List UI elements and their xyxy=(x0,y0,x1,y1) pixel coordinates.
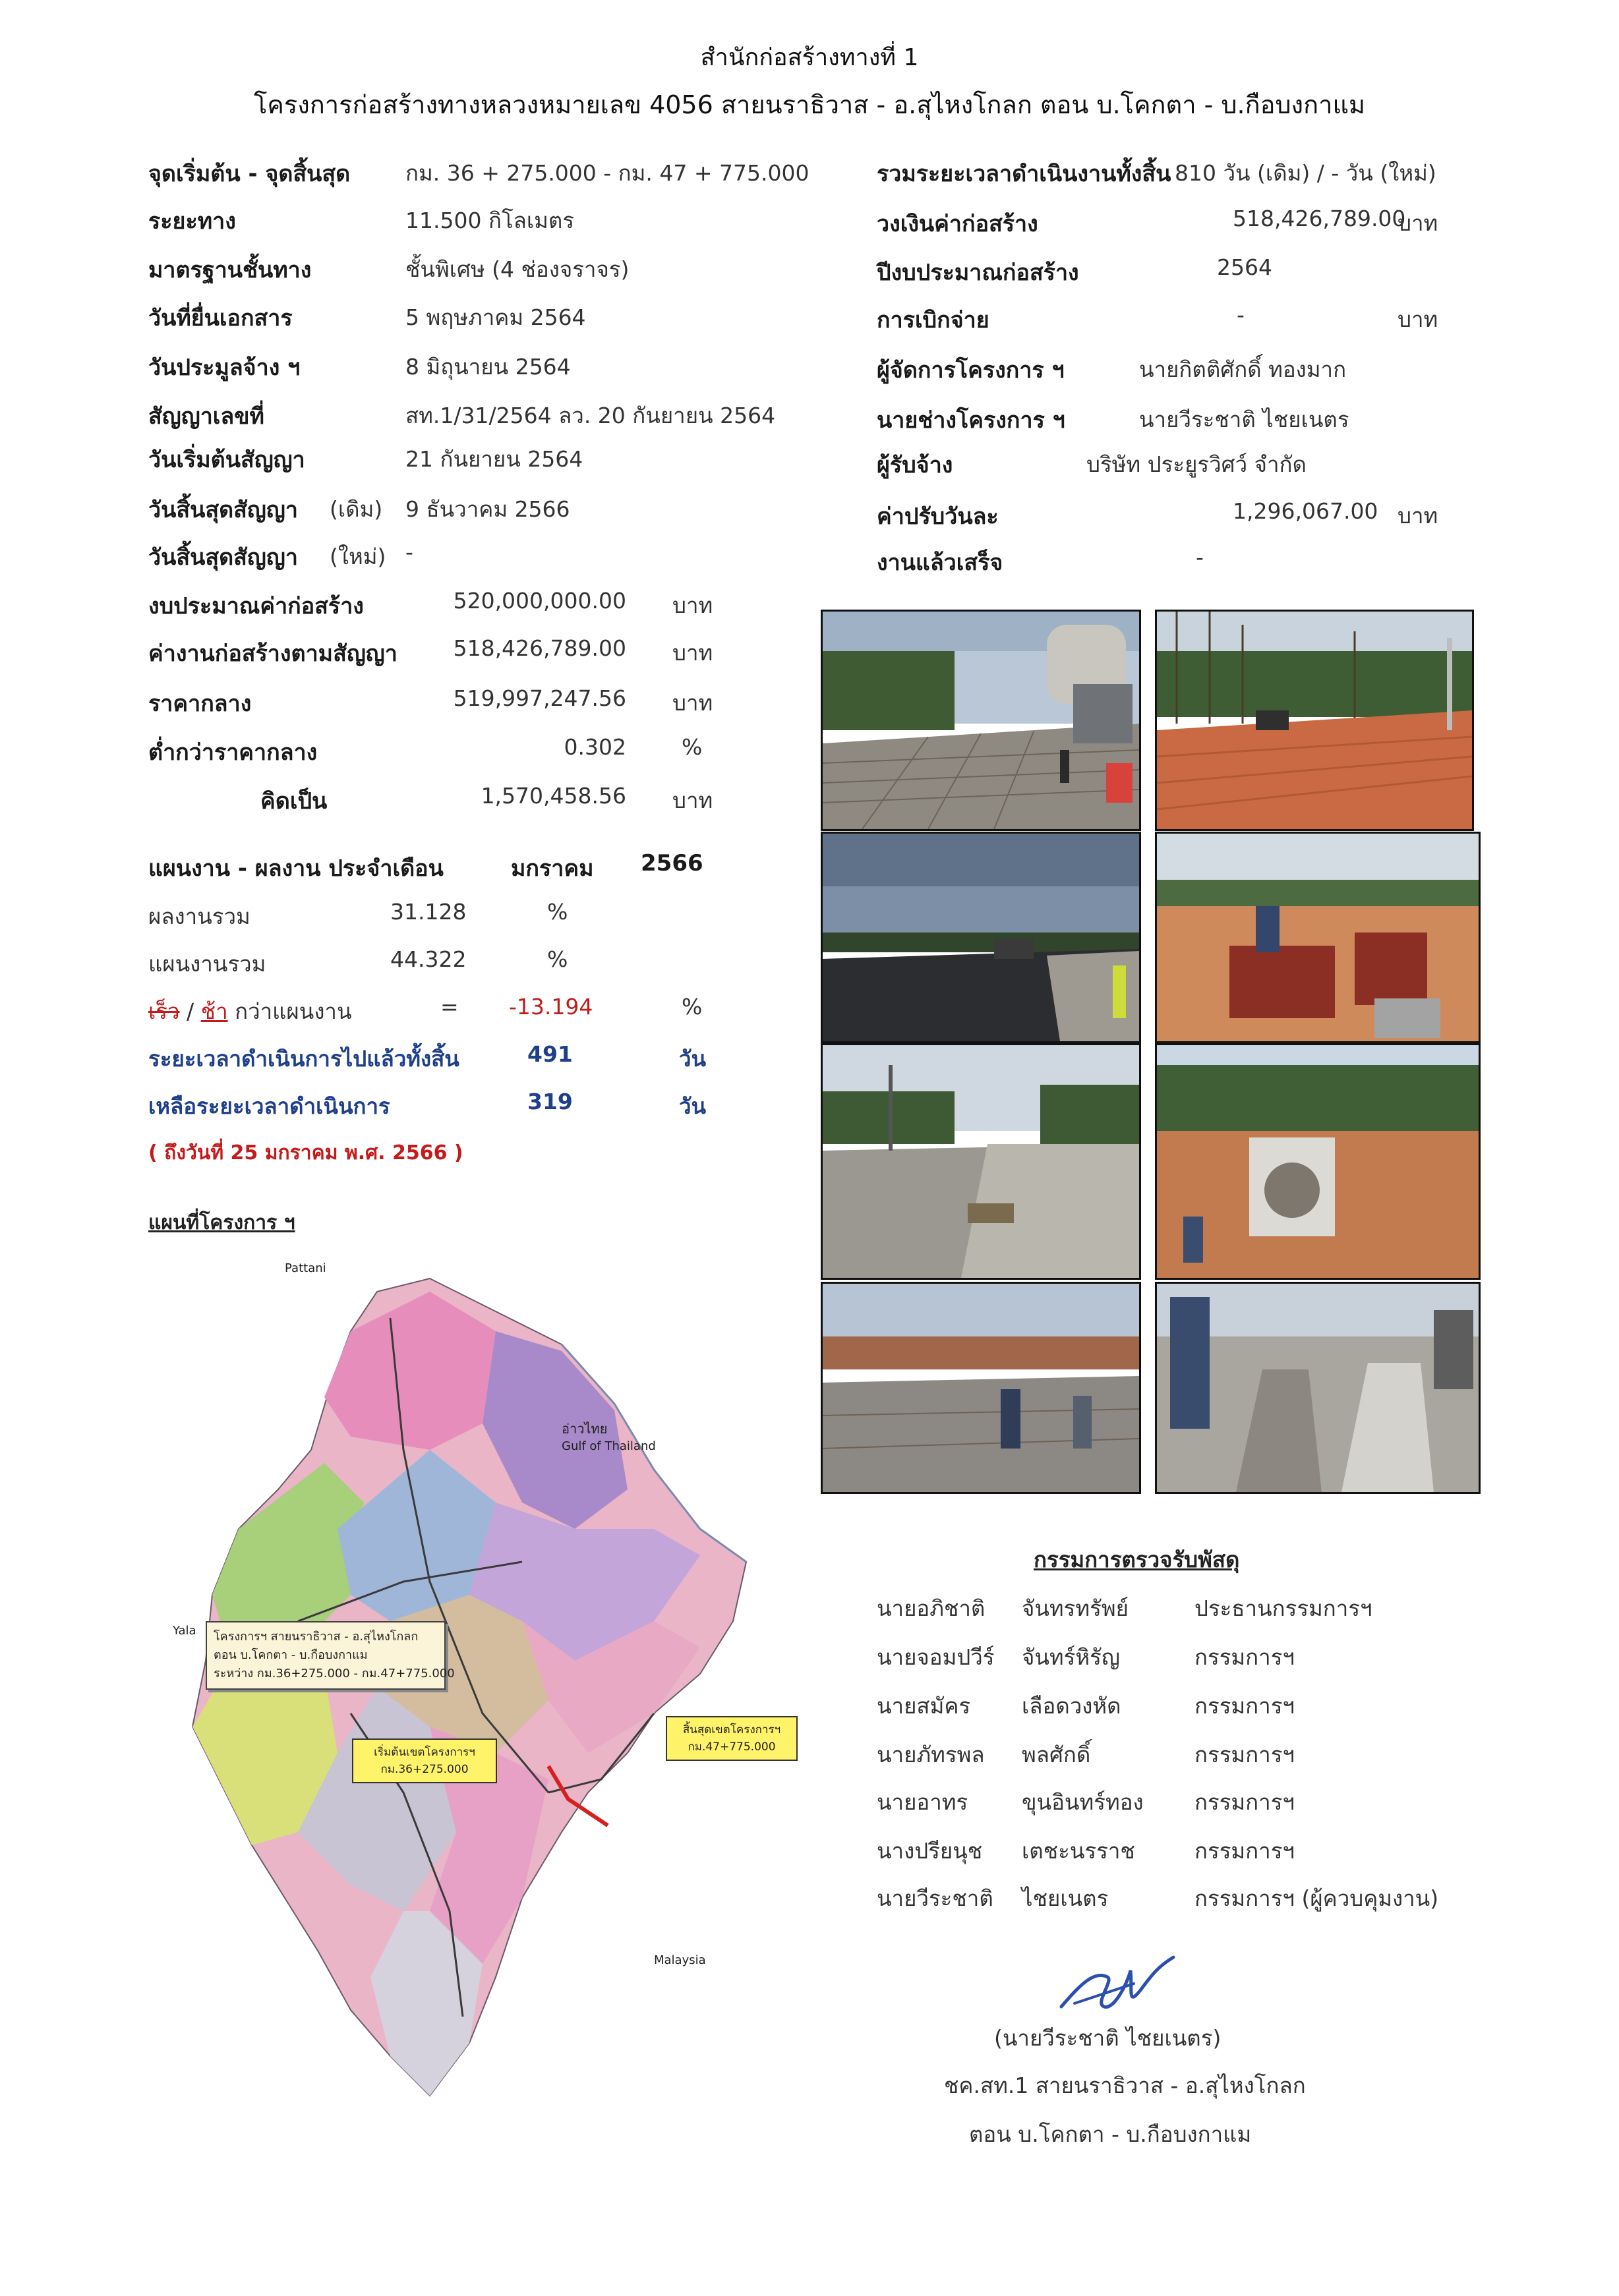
callout-project-line3: ระหว่าง กม.36+275.000 - กม.47+775.000 xyxy=(214,1667,455,1680)
submit-date-label: วันที่ยื่นเอกสาร xyxy=(148,305,293,331)
start-end-label: จุดเริ่มต้น - จุดสิ้นสุด xyxy=(148,161,351,187)
contract-end-new-value: - xyxy=(405,539,413,565)
completed-label: งานแล้วเสร็จ xyxy=(877,550,1003,576)
budget-label: งบประมาณค่าก่อสร้าง xyxy=(148,593,364,619)
member-3-last: เลือดวงหัด xyxy=(1022,1693,1121,1719)
contract-cost-unit: บาท xyxy=(672,640,713,666)
as-of-date: ( ถึงวันที่ 25 มกราคม พ.ศ. 2566 ) xyxy=(148,1141,463,1164)
member-5-role: กรรมการฯ xyxy=(1194,1789,1295,1815)
member-1-last: จันทรทรัพย์ xyxy=(1022,1595,1129,1621)
contract-no-value: สท.1/31/2564 ลว. 20 กันยายน 2564 xyxy=(405,403,776,428)
photo-concrete-sidewalk xyxy=(821,1043,1141,1280)
signer-position-1: ชค.สท.1 สายนราธิวาส - อ.สุไหงโกลก xyxy=(944,2073,1306,2098)
below-median-unit: % xyxy=(682,734,703,760)
project-engineer-value: นายวีระชาติ ไชยเนตร xyxy=(1139,407,1349,432)
project-engineer-label: นายช่างโครงการ ฯ xyxy=(877,407,1065,434)
diff-value: -13.194 xyxy=(509,994,593,1019)
start-end-value: กม. 36 + 275.000 - กม. 47 + 775.000 xyxy=(405,160,810,186)
callout-start-line2: กม.36+275.000 xyxy=(380,1763,469,1776)
disbursement-value: - xyxy=(1237,302,1245,328)
contract-cost-value: 518,426,789.00 xyxy=(453,635,626,661)
contract-amount-value: 518,426,789.00 xyxy=(1233,206,1406,231)
median-price-label: ราคากลาง xyxy=(148,691,252,717)
callout-project xyxy=(206,1621,455,1690)
equals-label: คิดเป็น xyxy=(260,788,328,815)
contract-amount-unit: บาท xyxy=(1398,210,1438,236)
contract-no-label: สัญญาเลขที่ xyxy=(148,403,264,430)
map-label-yala: Yala xyxy=(173,1624,196,1638)
fast-label: เร็ว xyxy=(148,998,180,1024)
fiscal-year-value: 2564 xyxy=(1217,254,1272,280)
fiscal-year-label: ปีงบประมาณก่อสร้าง xyxy=(877,260,1079,286)
member-2-last: จันทร์หิรัญ xyxy=(1022,1644,1120,1670)
member-3-first: นายสมัคร xyxy=(877,1693,971,1719)
ahead-behind-row xyxy=(148,994,352,1029)
member-3-role: กรรมการฯ xyxy=(1194,1693,1295,1719)
member-6-first: นางปรียนุช xyxy=(877,1838,983,1864)
below-median-value: 0.302 xyxy=(564,734,626,760)
member-7-role: กรรมการฯ (ผู้ควบคุมงาน) xyxy=(1194,1885,1439,1911)
slow-label: ช้า xyxy=(200,998,228,1024)
member-6-last: เตชะนรราช xyxy=(1022,1838,1135,1864)
contractor-label: ผู้รับจ้าง xyxy=(877,452,953,478)
project-title: โครงการก่อสร้างทางหลวงหมายเลข 4056 สายนราธิวาส - อ.สุไหงโกลก ตอน บ.โคกตา - บ.กือบงกาแม xyxy=(254,90,1365,119)
daily-fine-unit: บาท xyxy=(1398,503,1438,529)
callout-project-line1: โครงการฯ สายนราธิวาส - อ.สุไหงโกลก xyxy=(214,1630,419,1644)
member-2-role: กรรมการฯ xyxy=(1194,1644,1295,1670)
photo-culvert-box xyxy=(1155,1043,1481,1280)
distance-value: 11.500 กิโลเมตร xyxy=(405,208,575,233)
diff-unit: % xyxy=(682,994,703,1019)
member-4-role: กรรมการฯ xyxy=(1194,1742,1295,1767)
progress-heading: แผนงาน - ผลงาน ประจำเดือน xyxy=(148,855,444,882)
plan-value: 44.322 xyxy=(390,946,467,972)
plan-label: แผนงานรวม xyxy=(148,951,266,977)
daily-fine-value: 1,296,067.00 xyxy=(1233,498,1378,524)
elapsed-label: ระยะเวลาดำเนินการไปแล้วทั้งสิ้น xyxy=(148,1046,459,1072)
auction-date-value: 8 มิถุนายน 2564 xyxy=(405,354,571,380)
actual-value: 31.128 xyxy=(390,899,467,925)
standard-label: มาตรฐานชั้นทาง xyxy=(148,257,312,283)
callout-end-line1: สิ้นสุดเขตโครงการฯ xyxy=(682,1723,781,1736)
budget-value: 520,000,000.00 xyxy=(453,588,626,614)
equals-unit: บาท xyxy=(672,788,713,813)
median-price-unit: บาท xyxy=(672,690,713,716)
map-label-gulf-en: Gulf of Thailand xyxy=(562,1439,656,1453)
distance-label: ระยะทาง xyxy=(148,208,236,235)
disbursement-label: การเบิกจ่าย xyxy=(877,307,989,333)
member-1-first: นายอภิชาติ xyxy=(877,1595,986,1621)
photo-concrete-workers xyxy=(821,1282,1141,1494)
total-duration-label: รวมระยะเวลาดำเนินงานทั้งสิ้น xyxy=(877,161,1171,187)
photo-concrete-pour xyxy=(821,610,1141,831)
map-heading: แผนที่โครงการ ฯ xyxy=(148,1211,295,1234)
committee-heading: กรรมการตรวจรับพัสดุ xyxy=(1034,1547,1240,1572)
callout-project-line2: ตอน บ.โคกตา - บ.กือบงกาแม xyxy=(214,1648,368,1662)
contract-start-value: 21 กันยายน 2564 xyxy=(405,446,583,472)
member-6-role: กรรมการฯ xyxy=(1194,1838,1295,1864)
plan-unit: % xyxy=(547,946,568,972)
remaining-value: 319 xyxy=(527,1089,573,1114)
map-label-pattani: Pattani xyxy=(285,1261,326,1275)
median-price-value: 519,997,247.56 xyxy=(453,685,626,711)
contract-end-new-label: วันสิ้นสุดสัญญา xyxy=(148,544,298,571)
remaining-label: เหลือระยะเวลาดำเนินการ xyxy=(148,1093,390,1119)
contract-end-new-sub: (ใหม่) xyxy=(330,544,386,569)
callout-end xyxy=(666,1716,798,1761)
project-map xyxy=(153,1252,812,2109)
daily-fine-label: ค่าปรับวันละ xyxy=(877,503,999,530)
standard-value: ชั้นพิเศษ (4 ช่องจราจร) xyxy=(405,256,630,282)
equals-value: 1,570,458.56 xyxy=(481,783,626,809)
photo-formwork xyxy=(1155,832,1481,1043)
actual-label: ผลงานรวม xyxy=(148,904,250,929)
auction-date-label: วันประมูลจ้าง ฯ xyxy=(148,355,301,381)
callout-end-line2: กม.47+775.000 xyxy=(688,1740,776,1754)
contract-end-old-value: 9 ธันวาคม 2566 xyxy=(405,496,570,522)
contract-end-old-sub: (เดิม) xyxy=(330,496,383,522)
map-label-gulf-th: อ่าวไทย xyxy=(562,1421,608,1437)
equals-sign: = xyxy=(440,994,459,1019)
elapsed-unit: วัน xyxy=(679,1046,707,1072)
total-duration-value: 810 วัน (เดิม) / - วัน (ใหม่) xyxy=(1175,160,1436,186)
project-manager-label: ผู้จัดการโครงการ ฯ xyxy=(877,357,1065,384)
signer-position-2: ตอน บ.โคกตา - บ.กือบงกาแม xyxy=(969,2121,1252,2147)
budget-unit: บาท xyxy=(672,592,713,618)
contract-amount-label: วงเงินค่าก่อสร้าง xyxy=(877,211,1038,237)
member-5-last: ขุนอินทร์ทอง xyxy=(1022,1789,1144,1815)
member-1-role: ประธานกรรมการฯ xyxy=(1194,1595,1372,1621)
completed-value: - xyxy=(1196,544,1204,570)
map-label-malaysia: Malaysia xyxy=(654,1953,706,1967)
member-2-first: นายจอมปวีร์ xyxy=(877,1644,995,1670)
member-7-last: ไชยเนตร xyxy=(1022,1885,1109,1911)
contract-start-label: วันเริ่มต้นสัญญา xyxy=(148,447,305,473)
behind-plan-label: กว่าแผนงาน xyxy=(235,998,352,1024)
contract-end-old-label: วันสิ้นสุดสัญญา xyxy=(148,497,298,523)
member-4-first: นายภัทรพล xyxy=(877,1742,985,1767)
member-7-first: นายวีระชาติ xyxy=(877,1885,993,1911)
submit-date-value: 5 พฤษภาคม 2564 xyxy=(405,304,586,330)
slash: / xyxy=(187,998,194,1024)
contractor-value: บริษัท ประยูรวิศว์ จำกัด xyxy=(1086,451,1307,477)
progress-year: 2566 xyxy=(641,850,703,876)
signature-mark xyxy=(1048,1944,1180,2023)
callout-start xyxy=(352,1738,497,1783)
photo-formwork-close xyxy=(1155,1282,1481,1494)
project-manager-value: นายกิตติศักดิ์ ทองมาก xyxy=(1139,357,1347,382)
callout-start-line1: เริ่มต้นเขตโครงการฯ xyxy=(374,1746,475,1759)
remaining-unit: วัน xyxy=(679,1093,707,1119)
signer-name: (นายวีระชาติ ไชยเนตร) xyxy=(994,2025,1222,2051)
photo-red-earth-road xyxy=(1155,610,1474,831)
photo-asphalt-paving xyxy=(821,832,1141,1043)
member-4-last: พลศักดิ์ xyxy=(1022,1742,1091,1767)
actual-unit: % xyxy=(547,899,568,925)
contract-cost-label: ค่างานก่อสร้างตามสัญญา xyxy=(148,641,397,667)
office-title: สำนักก่อสร้างทางที่ 1 xyxy=(700,44,919,71)
disbursement-unit: บาท xyxy=(1398,306,1438,332)
below-median-label: ต่ำกว่าราคากลาง xyxy=(148,739,318,766)
progress-month: มกราคม xyxy=(511,855,594,882)
member-5-first: นายอาทร xyxy=(877,1789,968,1815)
elapsed-value: 491 xyxy=(527,1041,573,1067)
